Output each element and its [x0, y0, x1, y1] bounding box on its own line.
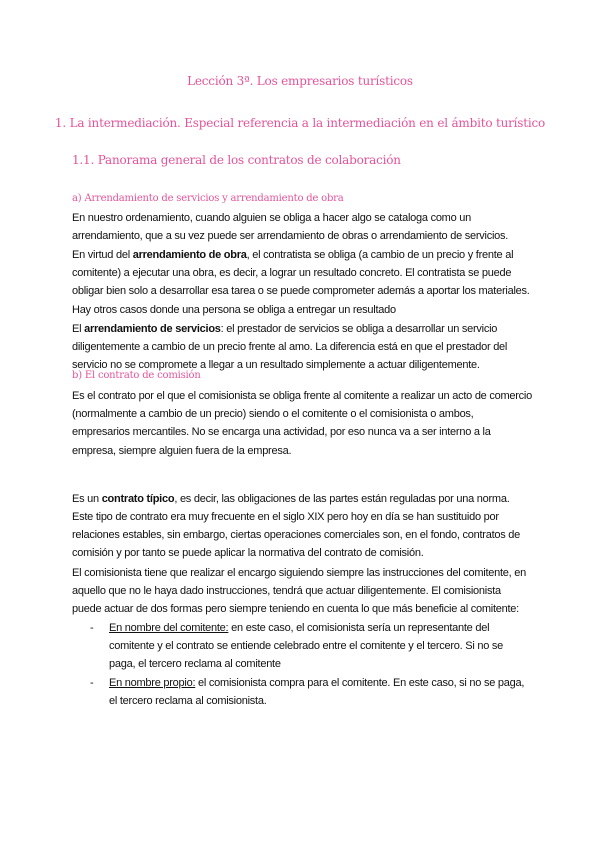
list-item [72, 674, 532, 710]
part-a-p2-before: En virtud del [72, 249, 133, 261]
part-a-p3-before: El [72, 323, 85, 335]
list-dash: - [90, 676, 94, 689]
part-b-p2-before: Es un [72, 493, 102, 505]
subsection-title: 1.1. Panorama general de los contratos de colaboración [72, 153, 401, 167]
list-item-label: En nombre del comitente: [109, 622, 229, 634]
part-b-paragraph-1: Es el contrato por el que el comisionista se obliga frente al comitente a realizar un acto de comercio (normalmente a cambio de un precio) siendo o el comitente o el comisionista o ambos, empresarios mercantiles. No se encarga una actividad, por eso nunca va a ser interno a la empresa, siempre alguien fuera de la empresa. [72, 390, 532, 457]
list-item-text: en este caso, el comisionista sería un representante del comitente y el contrato se entiende celebrado entre el comitente y el tercero. Si no se paga, el tercero reclama al comitente [109, 622, 504, 671]
arrendamiento-de-obra-term: arrendamiento de obra [132, 249, 247, 261]
part-a-heading: a) Arrendamiento de servicios y arrendamiento de obra [72, 193, 344, 204]
commission-modes-list [72, 619, 532, 710]
section-title: 1. La intermediación. Especial referencia a la intermediación en el ámbito turístico [54, 116, 546, 130]
part-b-paragraph-3: Este tipo de contrato era muy frecuente en el siglo XIX pero hoy en día se han sustituido por relaciones estables, sin embargo, ciertas operaciones comerciales son, en el fondo, contratos de comisión y por tanto se puede aplicar la normativa del contrato de comisión. [72, 511, 521, 560]
list-item [72, 619, 532, 674]
list-item-text: el comisionista compra para el comitente. En este caso, si no se paga, el tercero reclama al comisionista. [109, 676, 525, 707]
part-a-p3-after: : el prestador de servicios se obliga a desarrollar un servicio diligentemente a cambio de un precio frente al amo. La diferencia está en que el prestador del servicio no se compromete a llegar a un resultado simplemente a actuar diligentemente. [72, 323, 508, 372]
contrato-tipico-term: contrato típico [101, 493, 175, 505]
part-a-paragraph-2 [72, 246, 532, 319]
list-item-label: En nombre propio: [109, 676, 196, 689]
list-dash: - [90, 622, 94, 634]
lesson-title: Lección 3ª. Los empresarios turísticos [187, 74, 413, 88]
part-a-paragraph-3 [72, 320, 532, 375]
part-a-paragraph-1: En nuestro ordenamiento, cuando alguien se obliga a hacer algo se cataloga como un arrendamiento, que a su vez puede ser arrendamiento de obras o arrendamiento de servicios. [72, 212, 509, 243]
arrendamiento-de-servicios-term: arrendamiento de servicios [84, 323, 221, 335]
part-b-paragraph-4: El comisionista tiene que realizar el encargo siguiendo siempre las instrucciones del comitente, en aquello que no le haya dado instrucciones, tendrá que actuar diligentemente. El comisionista puede actuar de dos formas pero siempre teniendo en cuenta lo que más beneficie al comitente: [72, 567, 527, 616]
part-b-heading: b) El contrato de comisión [72, 370, 201, 381]
part-b-p2-after: , es decir, las obligaciones de las partes están reguladas por una norma. [174, 493, 510, 505]
part-b-paragraph-2 [72, 490, 532, 508]
part-a-p2-after: , el contratista se obliga (a cambio de un precio y frente al comitente) a ejecutar una obra, es decir, a lograr un resultado concreto. El contratista se puede obligar bien solo a desarrollar esa tarea o se puede comprometer además a aportar los materiales. Hay otros casos donde una persona se obliga a entregar un resultado [72, 249, 530, 316]
